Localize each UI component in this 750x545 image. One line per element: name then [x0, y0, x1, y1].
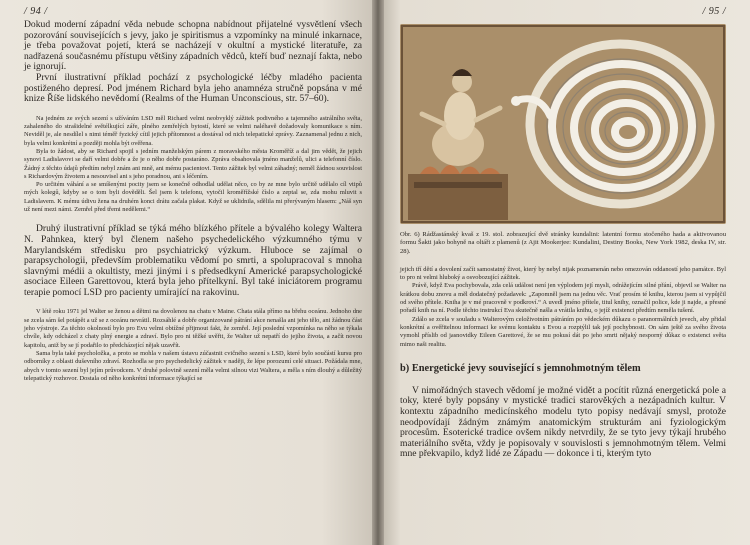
- right-small-paragraph-2: Právě, když Eva pochybovala, zda celá událost není jen výplodem její mysli, odrážejícím silné přání, objevil se Walter na krátkou dobu znovu a měl dodatečný požadavek: „Zapomněl jsem na jednu věc. Vrať prosím té knihu, kterou jsem si vypůjčil od svého přítele. Kniha je v mé pracovně v podkroví.“ A uvedl jméno přítele, titul knihy, označil police, kde ji najde, a přesné pořadí knih na ní. Podle těchto instrukcí Eva skutečně našla a vrátila knihu, o jejíž existenci předtím neměla tušení.: [400, 282, 726, 315]
- section-heading: b) Energetické jevy související s jemnohmotným tělem: [400, 362, 641, 374]
- left-small-paragraph-3: Po určitém váhání a se smíšenými pocity jsem se konečně odhodlal udělat něco, co by ze mne bylo určitě udělalo cíl vtipů mých kolegů, kdyby se o tom byli dověděli. Šel jsem k telefonu, vytočil kroměřížské číslo a zeptal se, zda mohu mluvit s Ladislavem. K mému údivu žena na druhém konci drátu začala plakat. Když se uklidnila, sdělila mi přerývaným hlasem: „Náš syn už není mezi námi. Zemřel před třemi nedělemi.“: [24, 181, 362, 214]
- left-paragraph-1: Dokud moderní západní věda nebude schopna nabídnout přijatelné vysvětlení všech pozorování souvisejících s jevy, jako je spiritismus a vzpomínky na minulé inkarnace, je třeba považovat pojetí, která se nacházejí v okultní a mystické literatuře, za nadřazená současnému přístupu většiny západních vědců, kteří buď neznají fakta, nebo je ignorují.: [24, 19, 362, 73]
- left-small-paragraph-4: V létě roku 1971 jel Walter se ženou a dětmi na dovolenou na chatu v Maine. Chata stála přímo na břehu oceánu. Jednoho dne se zcela sám šel potápět a už se z oceánu nevrátil. Rozsáhlé a dobře organizované pátrání akce nenašla ani jeho tělo, ani žádnou část jeho výstroje. Za těchto okolností bylo pro Evu velmi obtížné přijmout fakt, že zemřel. Její poslední vzpomínka na něho se týkala chvíle, kdy odcházel z chaty plný energie a zdraví. Bylo pro ni těžké uvěřit, že Walter už nepatří do jejího života, a začít novou kapitolu, aniž by se jí podařilo to předcházející nějak uzavřít.: [24, 308, 362, 349]
- kundalini-painting-art: [400, 24, 726, 224]
- left-page-number: / 94 /: [24, 6, 48, 17]
- right-page-number: / 95 /: [702, 6, 726, 17]
- left-paragraph-3: Druhý ilustrativní příklad se týká mého blízkého přítele a bývalého kolegy Waltera N. Pahnkea, který byl členem našeho psychedelického výzkumného týmu v Marylandském středisku pro psychiatrický výzkum. Hluboce se zajímal o parapsychologii, především problematiku vědomí po smrti, a spolupracoval s mnoha slavnými médii a okultisty, mezi jinými i s předsedkyní Americké parapsychologické asociace Eileen Garettovou, která byla jeho přítelkyní. Byl také iniciátorem programu terapie pomocí LSD pro pacienty umírající na rakovinu.: [24, 223, 362, 298]
- kundalini-painting: [400, 24, 726, 224]
- left-small-paragraph-5: Sama byla také psycholožka, a proto se mohla v našem ústavu zúčastnit cvičného sezení s LSD, které bylo součástí kursu pro odborníky z oblasti duševního zdraví. Rozhodla se pro psychedelický zážitek v naději, že lépe porozumí celé situaci. Požádala mne, abych v tomto sezení byl jejím průvodcem. V druhé polovině sezení měla velmi silnou vizi Waltera, a měla s ním dlouhý a důležitý telepatický rozhovor. Dostala od něho konkrétní informace týkající se: [24, 349, 362, 382]
- right-small-paragraph-3: Zdálo se zcela v souladu s Walterovým celoživotním pátráním po vědeckém důkazu o paranormálních jevech, aby přidal konkrétní a ověřitelnou informaci ke svému kontaktu s Evou a rozptýlil tak její pochybnosti. On sám ještě za svého života vymohl příslib od jasnovidky Eileen Garettové, že se mu pokusí dát po jeho smrti nějaký nesporný důkaz o existenci světa mimo naši realitu.: [400, 315, 726, 348]
- left-small-paragraph-1: Na jedném ze svých sezení s užíváním LSD měl Richard velmi neobvyklý zážitek podivného a tajemného astrálního světa, zahaleného do strašidelné světélkující záře, plného zemřelých bytostí, které se velmi naléhavě dožadovaly komunikace s ním. Neviděl je, ale nesdílel s nimi téměř fyzický cítil jejich přítomnost a dostával od nich telepatické zprávy. Zaznamenal jednu z nich, byla velmi konkrétní a později mohla být ověřena.: [24, 114, 362, 147]
- right-small-paragraph-1: jejich tří dětí a dovolení začít samostatný život, který by nebyl nijak poznamenán nebo omezován oddaností jeho památce. Byl to pro ni velmi hluboký a osvobozující zážitek.: [400, 265, 726, 282]
- figure-caption: Obr. 6) Rádžastánský kvaš z 19. stol. zobrazující dvě stránky kundalini: latentní formu stočeného hada a aktivovanou formu Šakti jako bohyně na oltáři z plamenů (z Ajit Mookerjee: Kundalini, Destiny Books, New York 1982, deska IV, str. 28).: [400, 231, 726, 255]
- left-paragraph-2: První ilustrativní příklad pochází z psychologické léčby mladého pacienta postiženého depresí. Pod jménem Richard byla jeho anamnéza stručně popsána v mé knize Říše lidského nevědomí (Realms of the Human Unconscious, str. 57–60).: [24, 71, 362, 105]
- left-small-paragraph-2: Byla to žádost, aby se Richard spojil s jedním manželským párem z moravského města Kroměříž a dal jim vědět, že jejich synovi Ladislavovi se daří velmi dobře a že je o něho dobře postaráno. Zpráva obsahovala jméno manželů, ulici a telefonní číslo. Žádný z těchto údajů předtím nebyl znám ani mně, ani mému pacientovi. Tento zážitek byl velmi záhadný; neměl žádnou souvislost s Richardovým životem a nesouvisel ani s jeho poradnou, ani s léčením.: [24, 147, 362, 180]
- right-paragraph-1: V nimořádných stavech vědomí je možné vidět a pocítit různá energetická pole a toky, které byly popsány v mystické tradici starověkých a nezápadních kultur. V kontextu západního medicínského modelu tyto popisy nedávají smysl, protože neodpovídají žádným známým anatomickým strukturám ani fyziologickým procesům. Esoterické tradice ovšem nikdy netvrdily, že se tyto jevy týkají hrubého materiálního světa, vždy je popisovaly v souvislosti s jemnohmotným tělem. Velmi mne překvapilo, když lidé ze Západu — dokonce i ti, kterým tyto: [400, 384, 726, 460]
- right-page: [378, 0, 750, 545]
- book-gutter: [372, 0, 384, 545]
